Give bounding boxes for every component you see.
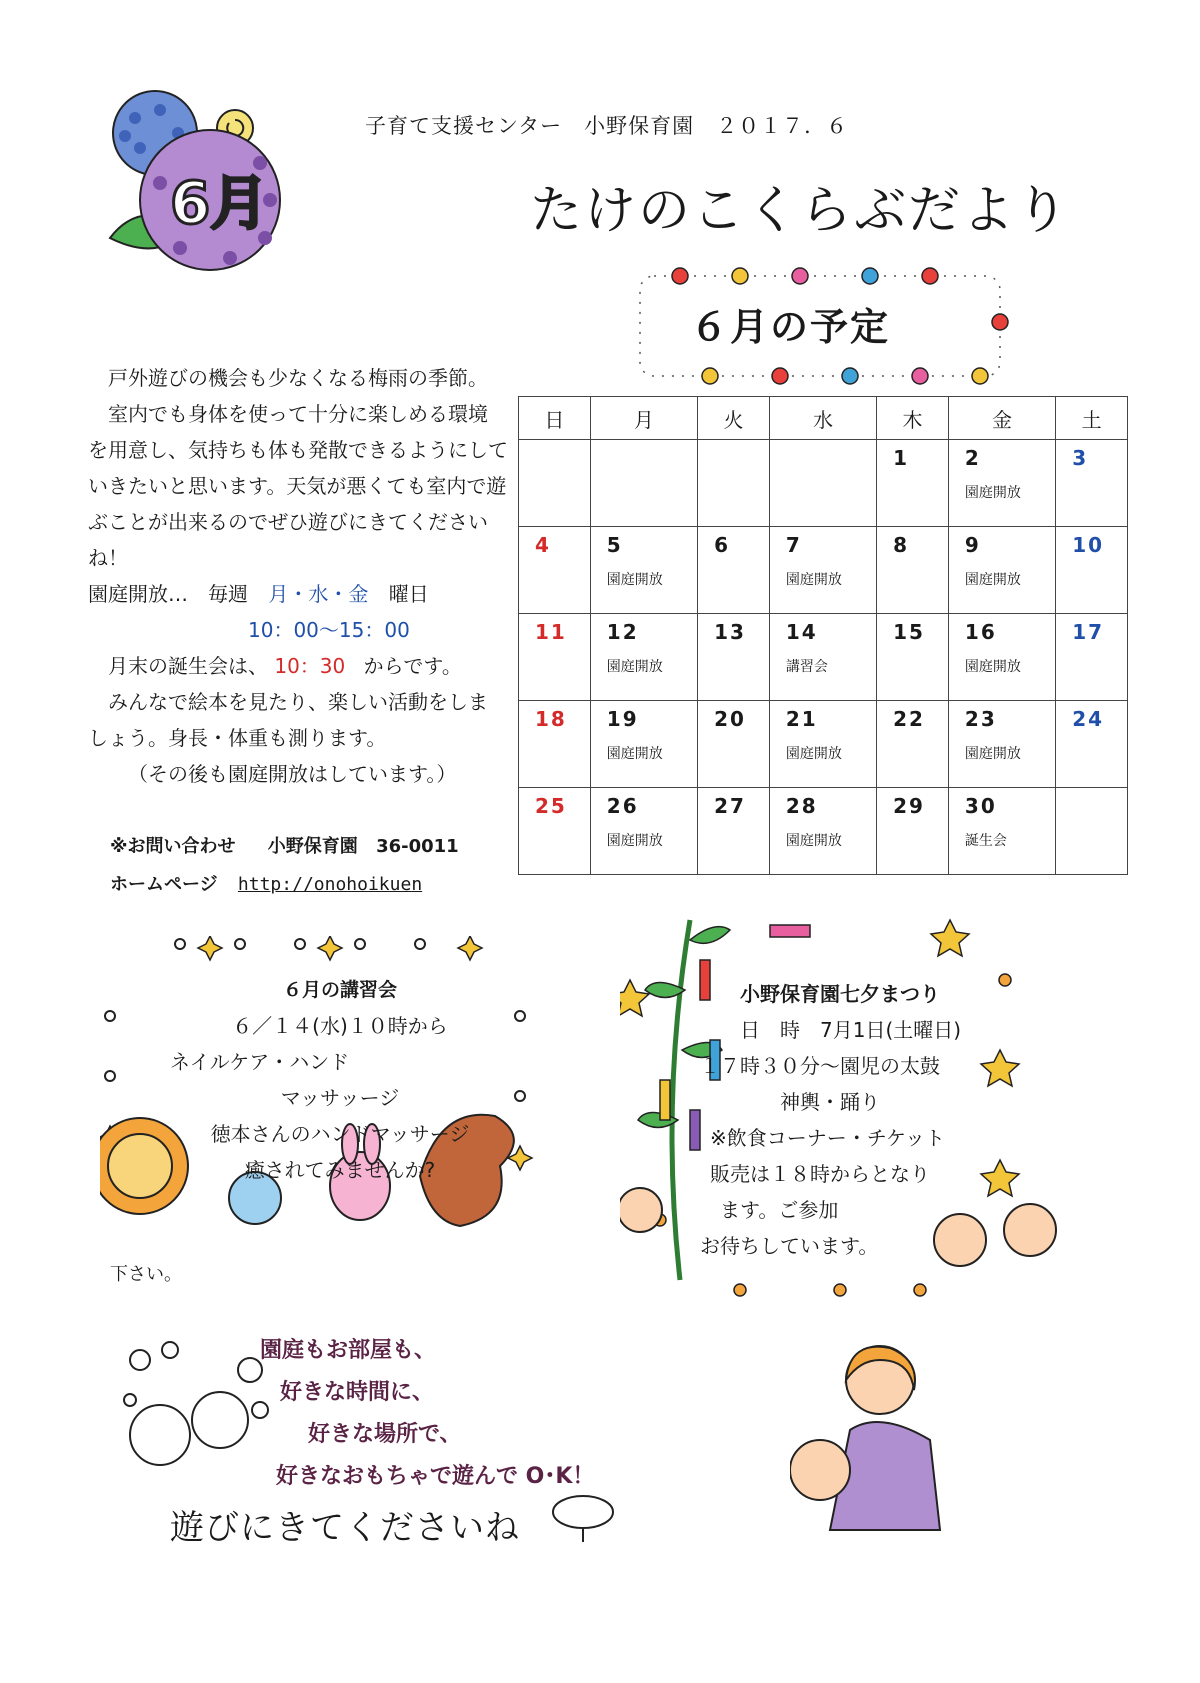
badge-text: 6月 [170, 169, 269, 237]
day-number: 6 [714, 533, 730, 557]
calendar-day-cell [590, 701, 697, 788]
day-event: 園庭開放 [606, 746, 663, 762]
intro-tail-line: （その後も園庭開放はしています。） [128, 762, 457, 786]
calendar-day-cell [948, 440, 1055, 527]
weekday-thu: 木 [877, 397, 949, 440]
intro-line: 室内でも身体を使って十分に楽しめる環境 [108, 402, 488, 426]
tanabata-line: 販売は１８時からとなり [710, 1162, 930, 1186]
bubbles-bear-illustration [110, 1340, 280, 1480]
day-number: 29 [893, 794, 925, 818]
calendar-day-cell [590, 788, 697, 875]
birthday-suffix: からです。 [363, 654, 462, 678]
intro-line: いきたいと思います。天気が悪くても室内で遊 [88, 474, 507, 498]
intro-tail-line: しょう。身長・体重も測ります。 [88, 726, 387, 750]
day-event: 園庭開放 [606, 833, 663, 849]
bottom-line: 好きな時間に、 [280, 1380, 435, 1405]
calendar-day-cell [877, 440, 949, 527]
day-number: 11 [535, 620, 567, 644]
lecture-line: 癒されてみませんか? [244, 1158, 436, 1182]
day-event: 園庭開放 [964, 746, 1021, 762]
calendar-day-cell [1056, 701, 1128, 788]
homepage-label: ホームページ [110, 874, 218, 895]
day-number: 15 [893, 620, 925, 644]
lecture-line: 徳本さんのハンドマッサージ [210, 1122, 470, 1146]
calendar-day-cell [519, 527, 591, 614]
intro-text [88, 360, 508, 792]
calendar-day-cell [519, 701, 591, 788]
day-number: 22 [893, 707, 925, 731]
calendar-day-cell [877, 527, 949, 614]
june-hydrangea-badge [100, 88, 310, 278]
day-number: 5 [606, 533, 623, 557]
day-number: 19 [606, 707, 639, 731]
fan-icon [548, 1492, 618, 1542]
day-event: 園庭開放 [785, 572, 842, 588]
calendar-week-row [519, 440, 1128, 527]
day-number: 27 [714, 794, 746, 818]
bottom-line: 好きなおもちゃで遊んで O･K！ [276, 1464, 595, 1489]
calendar-day-cell [877, 701, 949, 788]
day-number: 16 [964, 620, 997, 644]
calendar-day-cell [769, 788, 876, 875]
weekday-wed: 水 [769, 397, 876, 440]
calendar-day-cell [519, 440, 591, 527]
tanabata-section [700, 976, 1080, 1264]
calendar-day-cell [877, 788, 949, 875]
bottom-line: 園庭もお部屋も、 [260, 1338, 437, 1363]
tanabata-line: 神輿・踊り [780, 1090, 880, 1114]
contact-phone: 36-0011 [376, 836, 459, 857]
day-number: 9 [964, 533, 981, 557]
contact-line [110, 832, 459, 858]
day-event: 園庭開放 [964, 485, 1021, 501]
day-number: 13 [714, 620, 746, 644]
lecture-line: ネイルケア・ハンド [170, 1050, 350, 1074]
garden-time: 10：00～15：00 [248, 618, 410, 642]
garden-open-line [88, 576, 508, 612]
lecture-note: 下さい。 [110, 1264, 182, 1285]
calendar-header-row [519, 397, 1128, 440]
calendar-day-cell [698, 701, 770, 788]
day-event: 園庭開放 [964, 659, 1021, 675]
day-number: 30 [964, 794, 997, 818]
day-number: 24 [1072, 707, 1105, 731]
bottom-message [260, 1330, 594, 1498]
mother-child-toothbrush-illustration [790, 1340, 950, 1540]
calendar-week-row [519, 527, 1128, 614]
lecture-section [150, 972, 530, 1188]
intro-line: ぶことが出来るのでぜひ遊びにきてください [88, 510, 488, 534]
calendar-day-cell [769, 527, 876, 614]
weekday-sun: 日 [519, 397, 591, 440]
contact-label: ※お問い合わせ [110, 836, 236, 857]
calendar-day-cell [948, 788, 1055, 875]
day-number: 21 [785, 707, 818, 731]
day-number: 2 [964, 446, 981, 470]
calendar-week-row [519, 788, 1128, 875]
calendar-day-cell [698, 440, 770, 527]
intro-line: ね！ [88, 546, 128, 570]
day-number: 12 [606, 620, 639, 644]
calendar-day-cell [698, 527, 770, 614]
calendar-day-cell [877, 614, 949, 701]
tanabata-line: ※飲食コーナー・チケット [710, 1126, 945, 1150]
calendar-day-cell [769, 614, 876, 701]
header-org-date: 子育て支援センター 小野保育園 ２０１７．６ [365, 114, 849, 138]
weekday-tue: 火 [698, 397, 770, 440]
calendar-day-cell [948, 614, 1055, 701]
calendar-week-row [519, 701, 1128, 788]
day-number: 3 [1072, 446, 1089, 470]
weekday-mon: 月 [590, 397, 697, 440]
calendar-day-cell [1056, 527, 1128, 614]
day-event: 園庭開放 [785, 746, 842, 762]
day-number: 14 [785, 620, 818, 644]
day-number: 25 [535, 794, 567, 818]
calendar-day-cell [1056, 614, 1128, 701]
calendar-day-cell [698, 788, 770, 875]
calendar-day-cell [948, 527, 1055, 614]
calendar-day-cell [519, 614, 591, 701]
day-number: 8 [893, 533, 910, 557]
calendar-day-cell [769, 440, 876, 527]
day-event: 園庭開放 [606, 659, 663, 675]
day-number: 23 [964, 707, 997, 731]
lecture-line: ６／１４(水)１０時から [232, 1014, 448, 1038]
bottom-line: 好きな場所で、 [308, 1422, 462, 1447]
lecture-line: マッサッージ [280, 1086, 400, 1110]
day-event: 園庭開放 [785, 833, 842, 849]
garden-label: 園庭開放… 毎週 [88, 582, 248, 606]
day-number: 26 [606, 794, 639, 818]
calendar-day-cell [590, 614, 697, 701]
birthday-line [88, 648, 508, 684]
calendar-day-cell [590, 440, 697, 527]
tanabata-line: ます。ご参加 [720, 1198, 839, 1222]
contact-name: 小野保育園 [267, 836, 358, 857]
calendar-day-cell [769, 701, 876, 788]
homepage-link[interactable]: http://onohoikuen [237, 874, 423, 895]
day-event: 園庭開放 [606, 572, 663, 588]
calendar-day-cell [519, 788, 591, 875]
invite-text: 遊びにきてくださいね [170, 1508, 520, 1548]
tanabata-title: 小野保育園七夕まつり [740, 982, 940, 1006]
weekday-fri: 金 [948, 397, 1055, 440]
calendar-day-cell [590, 527, 697, 614]
day-number: 4 [535, 533, 551, 557]
tanabata-line: 日 時 7月1日(土曜日) [740, 1018, 962, 1042]
garden-suffix: 曜日 [388, 582, 429, 606]
homepage-line [110, 870, 422, 896]
newsletter-title: たけのこくらぶだより [530, 181, 1071, 241]
day-number: 7 [785, 533, 802, 557]
day-event: 園庭開放 [964, 572, 1021, 588]
calendar-day-cell [698, 614, 770, 701]
calendar-day-cell [948, 701, 1055, 788]
intro-line: 戸外遊びの機会も少なくなる梅雨の季節。 [108, 366, 488, 390]
tanabata-line: お待ちしています。 [700, 1234, 879, 1258]
garden-days: 月・水・金 [268, 582, 369, 606]
birthday-prefix: 月末の誕生会は、 [108, 654, 268, 678]
calendar-day-cell [1056, 788, 1128, 875]
calendar-day-cell [1056, 440, 1128, 527]
schedule-title: ６月の予定 [690, 305, 891, 349]
day-number: 10 [1072, 533, 1105, 557]
birthday-time: 10：30 [274, 654, 346, 678]
day-number: 28 [785, 794, 818, 818]
intro-tail-line: みんなで絵本を見たり、楽しい活動をしま [108, 690, 488, 714]
intro-line: を用意し、気持ちも体も発散できるようにして [88, 438, 508, 462]
weekday-sat: 土 [1056, 397, 1128, 440]
day-event: 講習会 [785, 659, 828, 675]
day-event: 誕生会 [964, 833, 1007, 849]
day-number: 1 [893, 446, 910, 470]
day-number: 17 [1072, 620, 1105, 644]
lecture-title: ６月の講習会 [282, 979, 397, 1001]
tanabata-line: １７時３０分～園児の太鼓 [700, 1054, 940, 1078]
calendar-week-row [519, 614, 1128, 701]
day-number: 20 [714, 707, 746, 731]
june-calendar [518, 396, 1128, 875]
day-number: 18 [535, 707, 567, 731]
